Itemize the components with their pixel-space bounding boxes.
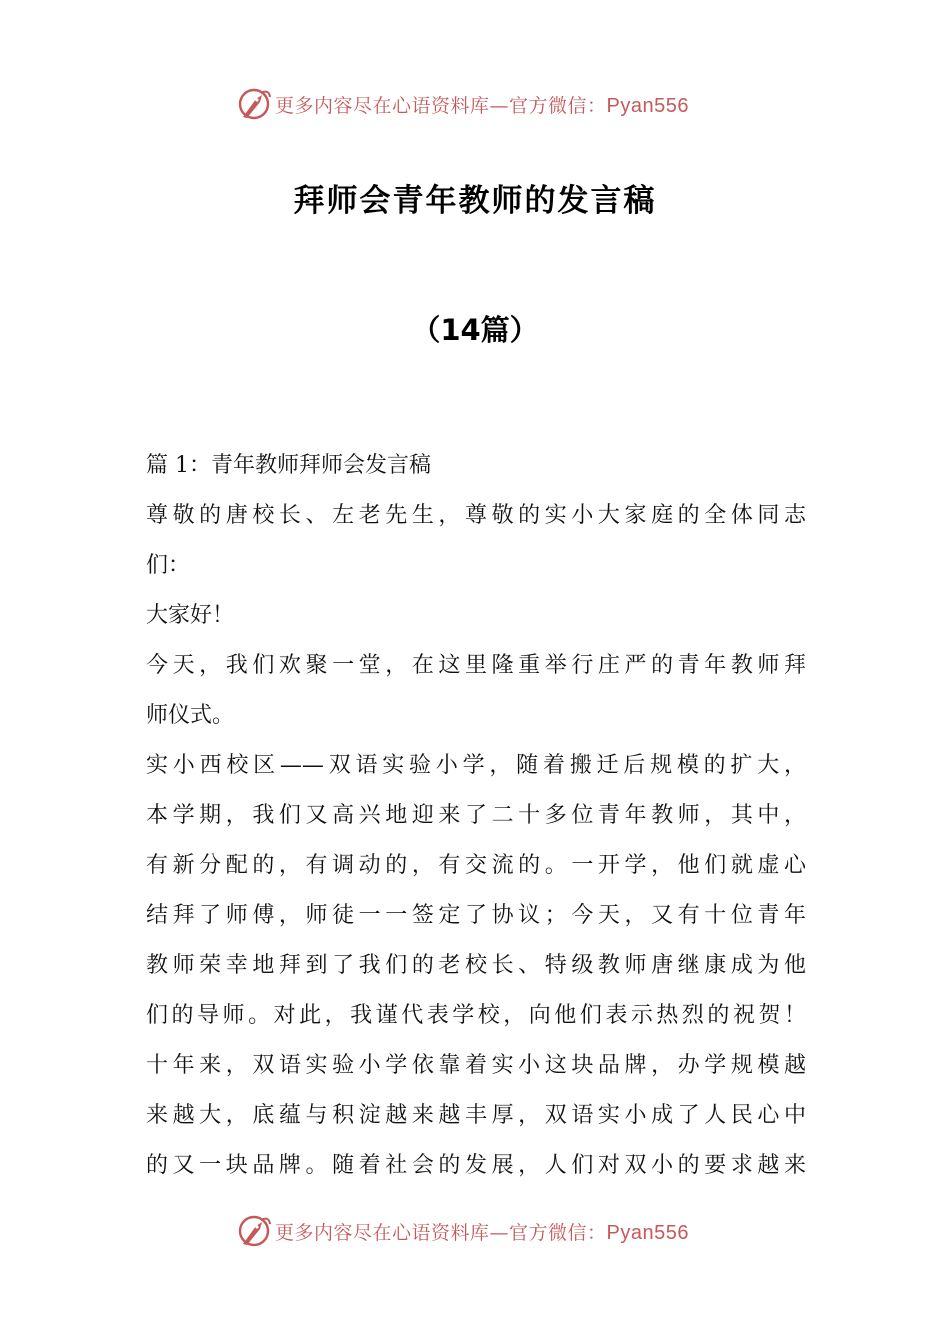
- text-line: 师仪式。: [146, 703, 235, 728]
- text-line: 篇 1：青年教师拜师会发言稿: [146, 453, 431, 478]
- text-line: 十年来，双语实验小学依靠着实小这块品牌，办学规模越: [146, 1053, 806, 1078]
- text-line: 来越大，底蕴与积淀越来越丰厚，双语实小成了人民心中: [146, 1103, 806, 1128]
- text-line: 们的导师。对此，我谨代表学校，向他们表示热烈的祝贺！: [146, 1003, 806, 1028]
- text-line: 大家好！: [146, 603, 235, 628]
- header-watermark: [0, 84, 950, 124]
- text-line: 有新分配的，有调动的，有交流的。一开学，他们就虚心: [146, 853, 806, 878]
- watermark-text: 更多内容尽在心语资料库—官方微信：Pyan556: [275, 94, 689, 117]
- text-line: 实小西校区——双语实验小学，随着搬迁后规模的扩大，: [146, 753, 806, 778]
- text-line: 们：: [146, 553, 191, 578]
- watermark-wechat-id: Pyan556: [606, 94, 689, 117]
- watermark-text: 更多内容尽在心语资料库—官方微信：Pyan556: [275, 1221, 689, 1244]
- pen-nib-circle-icon: [237, 87, 273, 121]
- text-line: 的又一块品牌。随着社会的发展，人们对双小的要求越来: [146, 1153, 806, 1178]
- document-title: 拜师会青年教师的发言稿: [293, 183, 657, 219]
- text-line: 教师荣幸地拜到了我们的老校长、特级教师唐继康成为他: [146, 953, 806, 978]
- document-subtitle: （14篇）: [411, 313, 539, 347]
- document-body: [146, 441, 806, 1191]
- text-line: 本学期，我们又高兴地迎来了二十多位青年教师，其中，: [146, 803, 806, 828]
- pen-nib-circle-icon: [237, 1214, 273, 1248]
- footer-watermark: [0, 1211, 950, 1251]
- text-line: 结拜了师傅，师徒一一签定了协议；今天，又有十位青年: [146, 903, 806, 928]
- watermark-wechat-id: Pyan556: [606, 1221, 689, 1244]
- text-line: 今天，我们欢聚一堂，在这里隆重举行庄严的青年教师拜: [146, 653, 806, 678]
- text-line: 尊敬的唐校长、左老先生，尊敬的实小大家庭的全体同志: [146, 503, 806, 528]
